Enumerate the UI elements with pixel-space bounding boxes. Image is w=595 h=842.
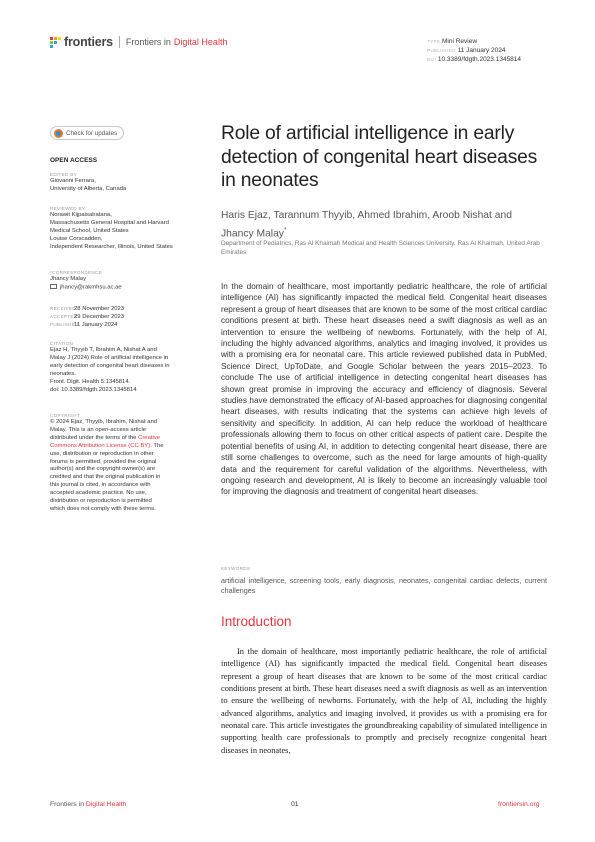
check-updates-icon [54,129,63,138]
correspondence-email[interactable]: jhancy@rakmhsu.ac.ae [60,284,122,291]
authors-text: Haris Ejaz, Tarannum Thyyib, Ahmed Ibrahim, Aroob Nishat and Jhancy Malay [221,210,512,239]
accepted-key: ACCEPTED [50,314,78,319]
article-title: Role of artificial intelligence in early detection of congenital heart diseases in neonates [221,123,538,191]
introduction-text: In the domain of healthcare, most importantly pediatric healthcare, the role of artificial intelligence (AI) has significantly impacted the medical field. Congenital heart diseases represent a group of heart diseases that are known to be some of the most critical cardiac conditions present at birth. These heart diseases need a swift diagnosis as well as an intervention to ensure the wellbeing of newborns. Fortunately, with the help of AI, including the highly advanced algorithms, analytics and imaging involved, it provides us with a promising era for neonatal care. This article investigates the groundbreaking capability of simulated intelligence in supporting health care professionals to promptly and precisely recognize congenital heart diseases in neonates, [221,647,547,755]
keywords: artificial intelligence, screening tools, early diagnosis, neonates, congenital cardiac defects, current challenges [221,576,547,595]
editor-line: University of Alberta, Canada [50,185,127,192]
copyright-line: accepted academic practice. No use, [50,490,147,497]
reviewer-line: Louise Corscadden, [50,235,103,242]
citation-key: CITATION [50,341,74,346]
accepted-value: 29 December 2023 [74,314,125,320]
received-value: 28 November 2023 [74,306,125,312]
citation-line: neonates. [50,370,76,377]
doi-value[interactable]: 10.3389/fdgth.2023.1345814 [437,56,522,63]
citation-line: doi: 10.3389/fdgth.2023.1345814 [50,386,137,393]
journal-header [50,35,227,49]
copyright-line: which does not comply with these terms. [50,505,156,512]
journal-name: Digital Health [173,37,228,47]
footer-journal [50,801,126,808]
editor-line: Giovanni Ferrara, [50,178,96,184]
citation-line: Malay J (2024) Role of artificial intelligence in [50,354,169,361]
published-value: 11 January 2024 [457,47,506,54]
open-access-label: OPEN ACCESS [50,157,98,164]
type-key: TYPE [427,39,441,44]
dates-block [50,305,205,329]
copyright-line: author(s) and the copyright owner(s) are [50,466,156,473]
journal-prefix: Frontiers in [125,37,171,47]
published-key: PUBLISHED [427,48,456,53]
abstract: In the domain of healthcare, most importantly pediatric healthcare, the role of artificial intelligence (AI) has significantly impacted the medical field. Congenital heart diseases represent a group of heart diseases that are known to be some of the most critical cardiac conditions present at birth. These heart diseases need a swift diagnosis as well as an intervention to ensure the wellbeing of newborns. Fortunately, with the help of AI, including the highly advanced algorithms, analytics and imaging involved, it provides us with a promising era for neonatal care. This article reviewed published data in PubMed, Science Direct, UpToDate, and Google Scholar between the years 2015–2023. To conclude The use of artificial intelligence in detecting congenital heart diseases has shown great promise in improving the accuracy and efficiency of diagnosis. Several studies have demonstrated the efficacy of AI-based approaches for diagnosing congenital heart diseases, with results indicating that the systems can achieve high levels of sensitivity and specificity. In addition, AI can help reduce the workload of healthcare professionals allowing them to focus on other critical aspects of patient care. Despite the potential benefits of using AI, in addition to detecting congenital heart disease, there are still some challenges to overcome, such as the need for large amounts of high-quality data and the requirement for careful validation of the algorithms. Nevertheless, with ongoing research and development, AI is likely to become an increasingly valuable tool for improving the diagnosis and treatment of congenital heart diseases. [221,282,547,497]
sidebar-published-key: PUBLISHED [50,322,79,327]
copyright-line: this journal is cited, in accordance with [50,482,151,489]
edited-by-key: EDITED BY [50,172,77,177]
introduction-heading: Introduction [221,614,292,629]
correspondence-name: Jhancy Malay [50,276,87,282]
license-link[interactable]: Commons Attribution License (CC BY) [50,442,151,449]
copyright-line: distribution or reproduction is permitted [50,498,152,505]
reviewed-by-block [50,205,205,252]
affiliation: Department of Pediatrics, Ras Al Khaimah Medical and Health Sciences University, Ras Al Khaimah, United Arab Emirates [221,240,540,256]
citation-line: Front. Digit. Health 5:1345814. [50,378,131,385]
page-number: 01 [291,801,299,808]
copyright-line: forums is permitted, provided the original [50,458,157,465]
copyright-line: distributed under the terms of the [50,434,139,441]
copyright-line: credited and that the original publication in [50,474,161,481]
received-key: RECEIVED [50,306,76,311]
footer-journal-prefix: Frontiers in [50,801,84,808]
reviewer-line: Massachusetts General Hospital and Harvard [50,219,169,226]
reviewer-line: Medical School, United States [50,227,129,234]
keywords-key: KEYWORDS [221,566,251,571]
reviewer-line: Norawit Kijpaisalratana, [50,212,112,218]
doi-key: DOI [427,57,437,62]
copyright-line: . The [150,442,164,449]
author-list [221,209,541,241]
frontiers-logo-icon [50,37,61,48]
correspondence-key: *CORRESPONDENCE [50,270,102,275]
check-updates-label: Check for updates [66,129,118,137]
envelope-icon [50,284,57,290]
sidebar-published-value: 11 January 2024 [74,322,118,328]
header-divider [119,36,120,48]
copyright-line: Malay. This is an open-access article [50,426,147,433]
footer-site-link[interactable]: frontiersin.org [498,801,540,808]
reviewer-line: Independent Researcher, Illinois, United States [50,243,173,250]
edited-by-block [50,171,205,194]
citation-line: Ejaz H, Thyyib T, Ibrahim A, Nishat A and [50,347,157,353]
brand-name: frontiers [64,35,113,49]
article-meta [427,37,521,64]
correspondence-block [50,269,205,292]
copyright-line: © 2024 Ejaz, Thyyib, Ibrahim, Nishat and [50,419,158,425]
type-value: Mini Review [442,38,478,45]
license-link[interactable]: Creative [138,434,161,441]
copyright-line: use, distribution or reproduction in other [50,450,154,457]
footer-journal-name: Digital Health [85,801,127,808]
citation-block [50,340,205,394]
reviewed-by-key: REVIEWED BY [50,206,86,211]
corresponding-mark: * [283,226,287,234]
check-for-updates-button[interactable] [50,126,124,140]
copyright-key: COPYRIGHT [50,413,81,418]
citation-line: early detection of congenital heart diseases in [50,362,170,369]
copyright-block [50,412,205,514]
